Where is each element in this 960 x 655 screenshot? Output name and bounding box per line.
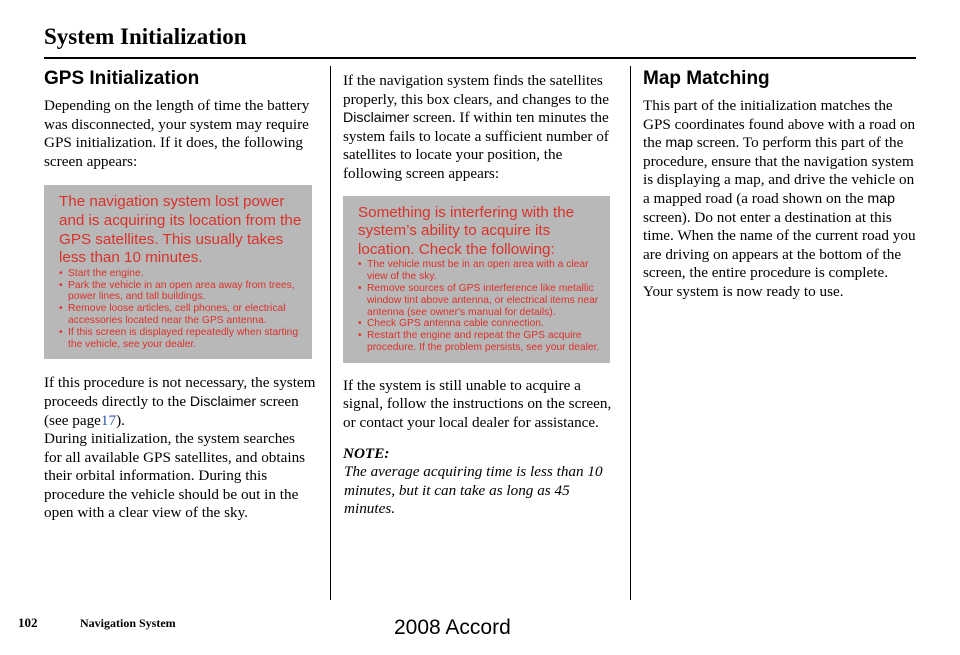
map-term: map: [867, 190, 895, 207]
title-rule: [44, 57, 916, 59]
column-satellite-search: [343, 72, 618, 519]
watermark: 2008 Accord: [394, 616, 511, 639]
footer-label: Navigation System: [80, 616, 176, 630]
map-matching-paragraph: [643, 97, 918, 302]
page-number: 102: [18, 615, 38, 630]
satellite-paragraph: [343, 72, 618, 184]
page-title: System Initialization: [44, 24, 247, 49]
disclaimer-term: Disclaimer: [343, 110, 410, 127]
map-text-b: screen. To perform this part of the procedure, ensure that the navigation system is displaying a map, and drive the vehicle on a mapped road (a road shown on the: [643, 134, 915, 207]
gps-intro-paragraph: Depending on the length of time the battery was disconnected, your system may require GPS initialization. If it does, the following screen appears:: [44, 97, 310, 170]
procedure-text-c: ).: [116, 411, 125, 429]
column-gps-initialization: [44, 66, 316, 523]
procedure-paragraph: [44, 374, 316, 430]
screen-bullet: • If this screen is displayed repeatedly when starting the vehicle, see your dealer.: [59, 327, 303, 351]
screen-bullet: • Restart the engine and repeat the GPS acquire procedure. If the problem persists, see your dealer.: [358, 330, 601, 354]
screen-bullet-list: [358, 259, 601, 353]
section-heading-gps-initialization: GPS Initialization: [44, 68, 200, 89]
screen-bullet: • Start the engine.: [59, 268, 303, 280]
screen-message: Something is interfering with the system’s ability to acquire its location. Check the following:: [358, 203, 575, 258]
procedure-text-b: screen (see page: [44, 392, 299, 429]
satellite-text-a: If the navigation system finds the satellites properly, this box clears, and changes to the: [343, 72, 609, 108]
gps-acquiring-screen: [44, 185, 312, 359]
map-text-a: This part of the initialization matches the GPS coordinates found above with a road on the: [643, 97, 916, 152]
screen-bullet: • Remove loose articles, cell phones, or electrical accessories located near the GPS antenna.: [59, 303, 303, 327]
satellite-text-b: screen. If within ten minutes the system fails to locate a sufficient number of satellites to locate your position, the following screen appears:: [343, 109, 609, 182]
column-divider: [630, 66, 631, 600]
screen-bullet-list: [59, 268, 303, 351]
screen-bullet: • Check GPS antenna cable connection.: [358, 318, 601, 330]
initialization-paragraph: During initialization, the system searches for all available GPS satellites, and obtains their orbital information. During this procedure the vehicle should be out in the open with a clear view of the sky.: [44, 430, 306, 522]
note-body: The average acquiring time is less than 10 minutes, but it can take as long as 45 minutes.: [344, 463, 603, 518]
map-text-c: screen). Do not enter a destination at this time. When the name of the current road you are driving on appears at the bottom of the screen, the entire procedure is complete. Your system is now ready to use.: [643, 208, 916, 300]
gps-interference-screen: [343, 196, 610, 363]
screen-bullet: • Remove sources of GPS interference like metallic window tint above antenna, or electrical items near antenna (see owner's manual for details).: [358, 283, 601, 318]
assistance-paragraph: If the system is still unable to acquire a signal, follow the instructions on the screen, or contact your local dealer for assistance.: [343, 376, 612, 431]
column-map-matching: [643, 66, 918, 302]
section-heading-map-matching: Map Matching: [643, 68, 770, 89]
column-divider: [330, 66, 331, 600]
page-17-link[interactable]: 17: [100, 411, 117, 429]
map-term: map: [665, 135, 693, 152]
screen-bullet: • Park the vehicle in an open area away from trees, power lines, and tall buildings.: [59, 280, 303, 304]
procedure-text-a: If this procedure is not necessary, the system proceeds directly to the: [44, 374, 316, 410]
screen-bullet: • The vehicle must be in an open area with a clear view of the sky.: [358, 259, 601, 283]
disclaimer-term: Disclaimer: [189, 393, 257, 410]
screen-message: The navigation system lost power and is acquiring its location from the GPS satellites. This usually takes less than 10 minutes.: [59, 193, 302, 267]
note-heading: NOTE:: [343, 444, 390, 462]
